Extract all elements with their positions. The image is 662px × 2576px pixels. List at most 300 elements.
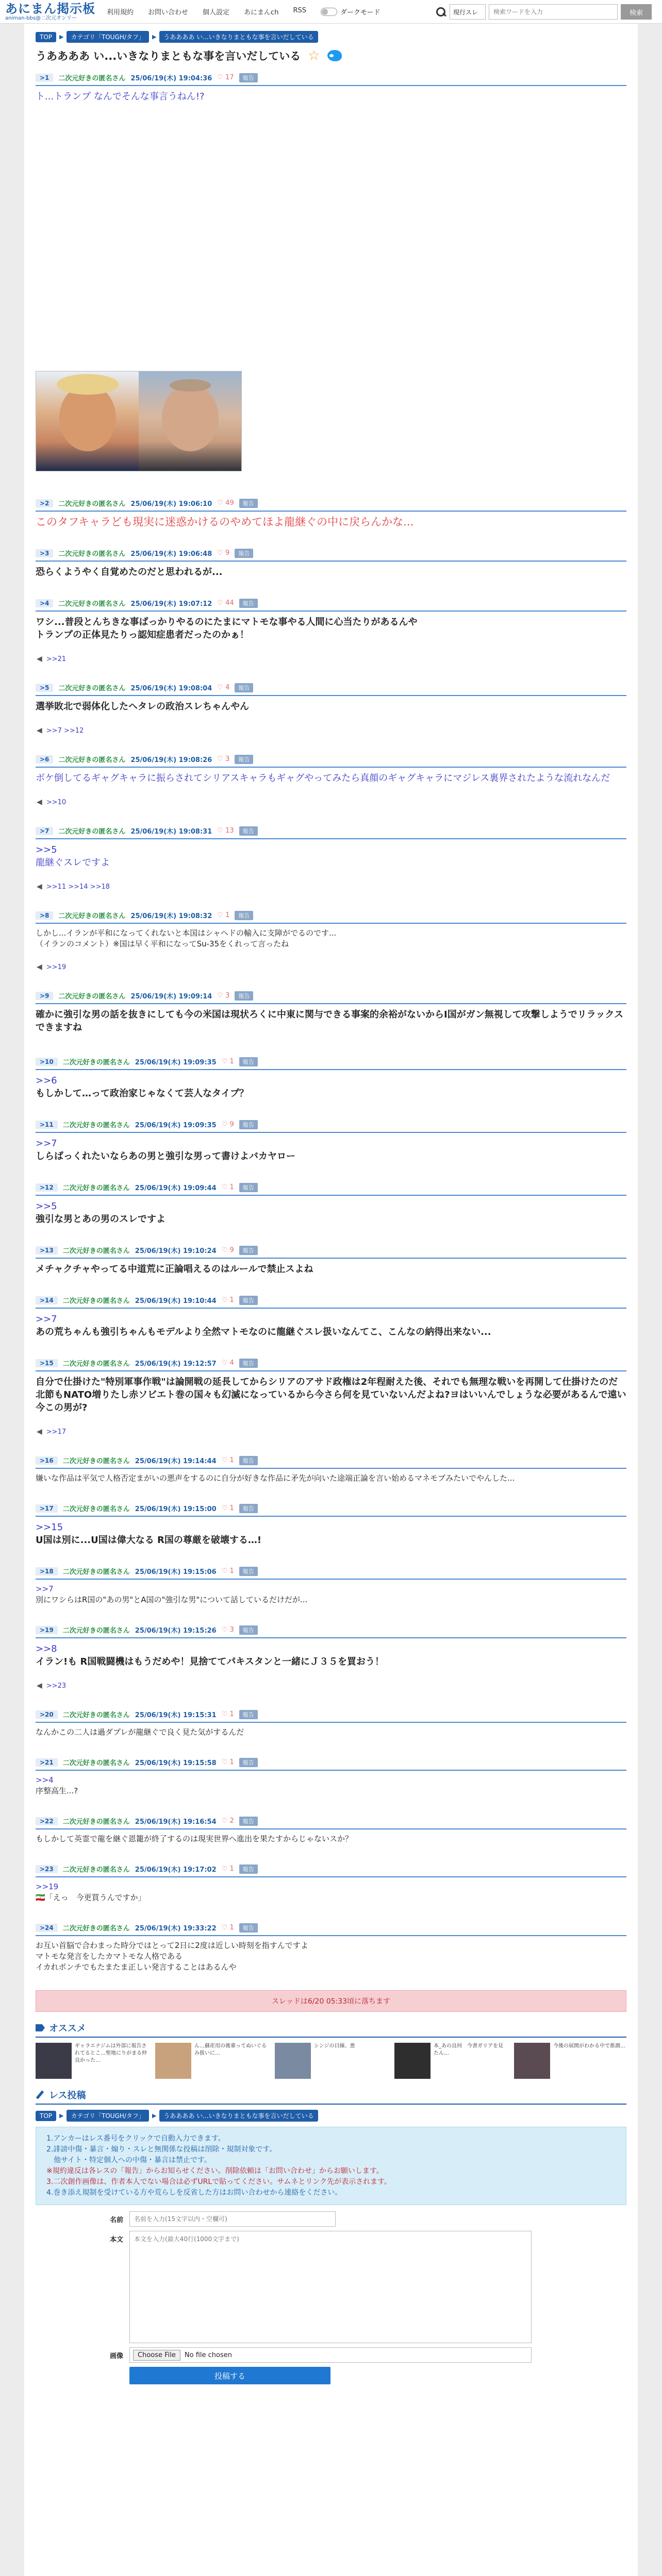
file-status: No file chosen	[184, 2351, 232, 2359]
report-button[interactable]: 報告	[239, 1246, 258, 1255]
post-text: もしかして…って政治家じゃなくて芸人なタイプ？	[36, 1088, 249, 1099]
reply-anchor-link[interactable]: >>8	[36, 1643, 57, 1654]
reply-links	[37, 726, 626, 735]
heart-icon: ♡	[221, 1058, 230, 1065]
heart-icon: ♡	[217, 549, 226, 557]
recommend-item[interactable]	[514, 2043, 626, 2079]
breadcrumb-top[interactable]: TOP	[36, 2111, 56, 2121]
like-button[interactable]	[222, 1359, 234, 1367]
like-count: 1	[229, 1865, 234, 1873]
post-body	[36, 696, 626, 713]
heart-icon: ♡	[221, 1865, 230, 1873]
post-header	[36, 496, 626, 512]
reply-anchor-link[interactable]: >>7	[36, 1584, 54, 1594]
report-button[interactable]: 報告	[239, 1710, 258, 1719]
reply-link[interactable]: >>23	[46, 1682, 67, 1690]
like-button[interactable]	[222, 1626, 234, 1634]
post-author: 二次元好きの匿名さん	[62, 1059, 130, 1066]
post-body	[36, 839, 626, 869]
post-author: 二次元好きの匿名さん	[58, 828, 126, 836]
post-text: 自分で仕掛けた"特別軍事作戦"は論開戦の延長してからシリアのアサド政権は2年程耐えた後、それでも無理な戦いを再開して仕掛けたのだ 北節もNATO増りたし赤ソビエト巻の国々も幻滅になっているから今さら何を見ていないんだよね?ヨはいいんでしょうな必要があるんで遠い今この男が?	[36, 1377, 626, 1413]
post-spacer	[36, 579, 626, 596]
like-button[interactable]	[222, 1456, 234, 1464]
report-button[interactable]: 報告	[235, 991, 253, 1001]
post-header	[36, 824, 626, 839]
post-number[interactable]: >24	[36, 1924, 58, 1932]
report-button[interactable]: 報告	[239, 1817, 258, 1826]
post-number[interactable]: >22	[36, 1817, 58, 1825]
post	[36, 496, 626, 546]
reply-anchor-link[interactable]: >>19	[36, 1882, 59, 1891]
chevron-right-icon: ▶	[152, 2112, 157, 2119]
post-author: 二次元好きの匿名さん	[62, 1458, 130, 1465]
post-date: 25/06/19(木) 19:08:31	[130, 828, 212, 836]
post-author: 二次元好きの匿名さん	[62, 1759, 130, 1767]
post	[36, 1623, 626, 1707]
post-number[interactable]: >3	[36, 549, 53, 557]
post-body	[36, 86, 626, 103]
like-count: 44	[225, 599, 234, 607]
like-button[interactable]	[217, 911, 229, 919]
like-button[interactable]	[222, 1183, 234, 1191]
post-text: あの荒ちゃんも強引ちゃんもモデルより全然マトモなのに龍継ぐスレ扱いなんてこ、こんなの納得出来ない...	[36, 1327, 491, 1337]
reply-link[interactable]: >>7 >>12	[46, 726, 84, 735]
post-spacer	[36, 1484, 626, 1501]
chevron-right-icon: ▶	[152, 33, 157, 40]
post	[36, 1501, 626, 1564]
guide-line: 4.巻き添え規制を受けている方や荒らしを反省した方はお問い合わせから連絡をください。	[46, 2189, 342, 2197]
like-count: 1	[229, 1758, 234, 1766]
portrait-hair	[57, 374, 119, 395]
reply-arrow-icon: ◀	[37, 963, 42, 971]
like-button[interactable]	[222, 1924, 234, 1931]
post-date: 25/06/19(木) 19:14:44	[135, 1458, 217, 1465]
like-button[interactable]	[222, 1246, 234, 1254]
heart-icon: ♡	[221, 1758, 230, 1766]
post-spacer	[36, 1547, 626, 1564]
like-count: 1	[229, 1924, 234, 1931]
report-button[interactable]: 報告	[239, 1625, 258, 1635]
guide-line: 3.二次創作画像は、作者本人でない場合は必ずURLで貼ってください。サムネとリンク先が表示されます。	[46, 2178, 392, 2186]
like-button[interactable]	[217, 499, 234, 507]
post-body	[36, 1309, 626, 1338]
post-body	[36, 1259, 626, 1276]
post-author: 二次元好きの匿名さん	[62, 1627, 130, 1635]
post-number[interactable]: >7	[36, 827, 53, 835]
recommend-item[interactable]	[36, 2043, 148, 2079]
post-date: 25/06/19(木) 19:33:22	[135, 1925, 217, 1933]
post-author: 二次元好きの匿名さん	[58, 500, 126, 508]
post-header	[36, 1707, 626, 1723]
post-author: 二次元好きの匿名さん	[62, 1297, 130, 1305]
post	[36, 1814, 626, 1862]
post-date: 25/06/19(木) 19:17:02	[135, 1866, 217, 1874]
reply-links	[37, 883, 626, 891]
body-textarea[interactable]	[129, 2231, 532, 2343]
report-button[interactable]: 報告	[235, 911, 253, 920]
post-header	[36, 1921, 626, 1936]
post-header	[36, 752, 626, 768]
reply-anchor-link[interactable]: >>4	[36, 1775, 54, 1785]
post-header	[36, 1180, 626, 1196]
recommend-item[interactable]	[155, 2043, 268, 2079]
post-number[interactable]: >16	[36, 1456, 58, 1465]
post-number[interactable]: >21	[36, 1758, 58, 1767]
post-body	[36, 924, 626, 950]
reply-arrow-icon: ◀	[37, 655, 42, 663]
post-spacer	[36, 971, 626, 989]
post-body	[36, 1936, 626, 1973]
post-spacer	[36, 1338, 626, 1356]
report-button[interactable]: 報告	[239, 1057, 258, 1066]
post-spacer	[36, 1844, 626, 1862]
heart-icon: ♡	[217, 755, 226, 763]
like-button[interactable]	[222, 1058, 234, 1065]
post-spacer	[36, 1436, 626, 1453]
post-text: このタフキャラども現実に迷惑かけるのやめてほよ龍継ぐの中に戻らんかな...	[36, 516, 414, 528]
nav-contact[interactable]: お問い合わせ	[148, 9, 189, 16]
search-button[interactable]: 検索	[621, 4, 652, 20]
like-button[interactable]	[217, 684, 229, 691]
post-number[interactable]: >1	[36, 74, 53, 82]
post-author: 二次元好きの匿名さん	[58, 75, 126, 82]
post-author: 二次元好きの匿名さん	[62, 1711, 130, 1719]
post-number[interactable]: >19	[36, 1626, 58, 1634]
post-number[interactable]: >18	[36, 1567, 58, 1575]
like-button[interactable]	[217, 74, 234, 81]
post-header	[36, 989, 626, 1004]
post-author: 二次元好きの匿名さん	[62, 1247, 130, 1255]
post-text: メチャクチャやってる中道荒に正論唱えるのはルールで禁止スよね	[36, 1264, 313, 1275]
post-spacer	[36, 1276, 626, 1293]
reply-anchor-link[interactable]: >>5	[36, 844, 57, 855]
recommend-text: ん…蘇産用の後輩ってぬいぐるみ扱いに…	[194, 2043, 267, 2056]
recommend-text: シンジの目線、悪	[314, 2043, 355, 2049]
post	[36, 824, 626, 908]
thread-expiry-notice: スレッドは6/20 05:33頃に落ちます	[36, 1990, 626, 2012]
like-count: 17	[225, 74, 234, 81]
post	[36, 1755, 626, 1814]
post-number[interactable]: >14	[36, 1296, 58, 1304]
post-author: 二次元好きの匿名さん	[58, 600, 126, 608]
report-button[interactable]: 報告	[239, 1758, 258, 1767]
post-number[interactable]: >11	[36, 1121, 58, 1129]
favorite-star-icon[interactable]: ☆	[308, 48, 320, 63]
post-number[interactable]: >9	[36, 992, 53, 1000]
heart-icon: ♡	[217, 911, 226, 919]
breadcrumb	[36, 31, 626, 43]
post-number[interactable]: >15	[36, 1359, 58, 1367]
post-date: 25/06/19(木) 19:09:14	[130, 993, 212, 1001]
post-author: 二次元好きの匿名さん	[58, 756, 126, 764]
heart-icon: ♡	[217, 827, 226, 835]
post-body	[36, 562, 626, 579]
heart-icon: ♡	[221, 1567, 230, 1575]
post-spacer	[36, 1797, 626, 1814]
toggle-knob	[322, 9, 328, 15]
recommend-heading	[36, 2021, 626, 2038]
post	[36, 1356, 626, 1453]
breadcrumb-bottom	[36, 2110, 626, 2122]
post-form-title: レス投稿	[49, 2090, 86, 2101]
report-button[interactable]: 報告	[239, 1183, 258, 1192]
breadcrumb-top[interactable]: TOP	[36, 32, 56, 42]
report-button[interactable]: 報告	[239, 1923, 258, 1933]
like-count: 1	[229, 1456, 234, 1464]
like-count: 49	[225, 499, 234, 507]
portrait-face	[162, 384, 219, 451]
like-count: 4	[225, 684, 230, 691]
post-text: 龍継ぐスレですよ	[36, 857, 110, 868]
post-body	[36, 1723, 626, 1738]
post-date: 25/06/19(木) 19:04:36	[130, 75, 212, 82]
reply-links	[37, 1428, 626, 1436]
like-button[interactable]	[222, 1865, 234, 1873]
reply-link[interactable]: >>19	[46, 963, 67, 971]
heart-icon: ♡	[221, 1246, 230, 1254]
image-label: 画像	[109, 2352, 123, 2360]
reply-link[interactable]: >>11 >>14 >>18	[46, 883, 110, 891]
heart-icon: ♡	[221, 1626, 230, 1634]
post-spacer	[36, 1226, 626, 1243]
reply-anchor-link[interactable]: >>6	[36, 1075, 57, 1086]
reply-links	[37, 798, 626, 806]
report-button[interactable]: 報告	[239, 1504, 258, 1513]
heart-icon: ♡	[217, 74, 226, 81]
post-body	[36, 768, 626, 785]
reply-link[interactable]: >>21	[46, 655, 67, 663]
reply-anchor-link[interactable]: >>7	[36, 1314, 57, 1325]
reply-link[interactable]: >>17	[46, 1428, 67, 1436]
like-button[interactable]	[222, 1296, 234, 1304]
tag-icon	[36, 2024, 45, 2031]
post-text: ボケ倒してるギャグキャラに振らされてシリアスキャラもギャグやってみたら真顔のギャグキャラにマジレス裏界されたような流れなんだ	[36, 773, 610, 784]
recommend-text: 今後の展開がわかる中で推測…	[553, 2043, 625, 2049]
post-date: 25/06/19(木) 19:15:31	[135, 1711, 217, 1719]
reply-arrow-icon: ◀	[37, 1428, 42, 1436]
post-text: もしかして英霊で龍を継ぐ恩籠が終了するのは現実世界へ進出を果たすからじゃないスか？	[36, 1834, 353, 1843]
file-picker[interactable]	[129, 2347, 532, 2363]
post-date: 25/06/19(木) 19:16:54	[135, 1818, 217, 1826]
post-number[interactable]: >8	[36, 911, 53, 920]
reply-anchor-link[interactable]: >>15	[36, 1522, 63, 1533]
post-body	[36, 1133, 626, 1163]
report-button[interactable]: 報告	[239, 499, 258, 508]
recommend-text: 本_あの良何 今書ガリアを見たん…	[434, 2043, 503, 2056]
search-scope-select[interactable]: 現行スレ	[450, 4, 486, 20]
twitter-share-icon[interactable]	[327, 50, 342, 61]
post-header	[36, 71, 626, 86]
report-button[interactable]: 報告	[239, 826, 258, 836]
dark-mode-toggle[interactable]	[321, 7, 380, 16]
post-text: しかし...イランが平和になってくれないと本国はシャヘドの輸入に支障がでるのです... （イランのコメント）※国は早く平和になってSu-35をくれって言ったね	[36, 928, 337, 948]
breadcrumb-thread[interactable]: うああああ い...いきなりまともな事を言いだしている	[159, 2110, 318, 2122]
post-header	[36, 546, 626, 562]
post-number[interactable]: >17	[36, 1504, 58, 1513]
post-list	[36, 71, 626, 1973]
like-count: 1	[229, 1567, 234, 1575]
post-spacer	[36, 529, 626, 546]
post-author: 二次元好きの匿名さん	[62, 1360, 130, 1368]
like-button[interactable]	[217, 827, 234, 835]
post-spacer	[36, 891, 626, 908]
report-button[interactable]: 報告	[235, 683, 253, 692]
post-body	[36, 1196, 626, 1226]
report-button[interactable]: 報告	[239, 1296, 258, 1305]
reply-anchor-link[interactable]: >>5	[36, 1201, 57, 1212]
report-button[interactable]: 報告	[235, 755, 253, 764]
dark-mode-label: ダークモード	[340, 9, 380, 16]
heart-icon: ♡	[217, 684, 226, 691]
heart-icon: ♡	[217, 992, 226, 999]
like-button[interactable]	[222, 1567, 234, 1575]
reply-arrow-icon: ◀	[37, 883, 42, 891]
site-logo[interactable]	[5, 2, 95, 21]
post-date: 25/06/19(木) 19:09:35	[135, 1122, 217, 1129]
recommend-list	[36, 2043, 626, 2079]
nav-settings[interactable]: 個人設定	[203, 9, 230, 16]
reply-anchor-link[interactable]: >>7	[36, 1138, 57, 1149]
like-button[interactable]	[222, 1710, 234, 1718]
post-number[interactable]: >12	[36, 1183, 58, 1192]
post-text: お互い首脳で合わまった時分ではとって2日に2度は近しい時刻を指すんですよ マトモな発言をしたカマトモな人格である イカれポンチでもたまたま正しい発言することはあるんや	[36, 1941, 308, 1972]
post-number[interactable]: >10	[36, 1058, 58, 1066]
post-spacer	[36, 806, 626, 824]
heart-icon: ♡	[221, 1924, 230, 1931]
post-text: しらばっくれたいならあの男と強引な男って書けよバカヤロー	[36, 1151, 295, 1162]
post-author: 二次元好きの匿名さん	[62, 1818, 130, 1826]
report-button[interactable]: 報告	[239, 1456, 258, 1465]
post	[36, 989, 626, 1055]
like-count: 9	[229, 1246, 234, 1254]
guide-line: 2.誹謗中傷・暴言・煽り・スレと無関係な投稿は削除・規制対象です。	[46, 2145, 277, 2154]
recommend-item[interactable]	[275, 2043, 387, 2079]
post-date: 25/06/19(木) 19:08:04	[130, 685, 212, 692]
post-text: イラン!も R国戦闘機はもうだめや！見捨ててパキスタンと一緒にＪ３５を買おう！	[36, 1656, 384, 1667]
report-button[interactable]: 報告	[239, 1120, 258, 1129]
name-input[interactable]	[129, 2211, 336, 2227]
logo-sub-text: animan-bbs@二次元オンリー	[5, 15, 77, 21]
nav-animan-ch[interactable]: あにまんch	[244, 9, 279, 16]
report-button[interactable]: 報告	[239, 1865, 258, 1874]
like-count: 4	[229, 1359, 234, 1367]
like-button[interactable]	[217, 992, 229, 999]
post-date: 25/06/19(木) 19:15:58	[135, 1759, 217, 1767]
recommend-thumbnail	[514, 2043, 550, 2079]
post-author: 二次元好きの匿名さん	[58, 912, 126, 920]
post-body	[36, 1469, 626, 1484]
toggle-track[interactable]	[321, 8, 337, 16]
post-spacer	[36, 1100, 626, 1117]
recommend-thumbnail	[155, 2043, 191, 2079]
nav-terms[interactable]: 利用規約	[107, 9, 134, 16]
report-button[interactable]: 報告	[239, 599, 258, 608]
choose-file-button[interactable]: Choose File	[133, 2350, 180, 2361]
name-row	[36, 2211, 626, 2227]
body-label: 本文	[109, 2236, 123, 2244]
report-button[interactable]: 報告	[239, 1359, 258, 1368]
like-count: 1	[229, 1296, 234, 1304]
post-body	[36, 612, 626, 641]
breadcrumb-thread[interactable]: うああああ い...いきなりまともな事を言いだしている	[159, 31, 318, 43]
post-number[interactable]: >13	[36, 1246, 58, 1255]
search-input[interactable]	[489, 4, 618, 20]
report-button[interactable]: 報告	[239, 73, 258, 82]
like-button[interactable]	[217, 755, 229, 763]
like-button[interactable]	[222, 1758, 234, 1766]
guide-line: 他サイト・特定個人への中傷・暴言は禁止です。	[54, 2156, 211, 2164]
post-author: 二次元好きの匿名さん	[62, 1568, 130, 1576]
image-right-portrait	[139, 371, 241, 471]
post-date: 25/06/19(木) 19:06:48	[130, 550, 212, 558]
post-author: 二次元好きの匿名さん	[58, 550, 126, 558]
post-date: 25/06/19(木) 19:10:44	[135, 1297, 217, 1305]
post-header	[36, 1243, 626, 1259]
reply-link[interactable]: >>10	[46, 798, 67, 806]
post-number[interactable]: >23	[36, 1865, 58, 1873]
reply-links	[37, 655, 626, 663]
breadcrumb-category[interactable]: カテゴリ「TOUGH/タフ」	[67, 31, 148, 43]
thread-title-row	[36, 48, 626, 63]
post-header	[36, 1117, 626, 1133]
post-guidelines	[36, 2127, 626, 2205]
post-image[interactable]	[36, 371, 242, 471]
post	[36, 1180, 626, 1243]
post-text: 確かに強引な男の話を抜きにしても今の米国は現状ろくに中東に関与できる事案的余裕がないからI国がガン無視して攻撃しようでリラックスできますね	[36, 1009, 624, 1033]
reply-links	[37, 1682, 626, 1690]
like-button[interactable]	[222, 1121, 234, 1128]
post-author: 二次元好きの匿名さん	[62, 1866, 130, 1874]
like-button[interactable]	[222, 1504, 234, 1512]
chevron-right-icon: ▶	[59, 2112, 64, 2119]
post-header	[36, 1453, 626, 1469]
post-number[interactable]: >6	[36, 755, 53, 764]
post-number[interactable]: >2	[36, 499, 53, 507]
post-text: 序整高生...?	[36, 1786, 78, 1795]
nav-rss[interactable]: RSS	[293, 7, 306, 14]
post	[36, 1117, 626, 1180]
portrait-hair	[170, 379, 211, 392]
post-body	[36, 1580, 626, 1605]
post-date: 25/06/19(木) 19:06:10	[130, 500, 212, 508]
post-text: なんかこの二人は過ダプレが龍継ぐで良く見た気がするんだ	[36, 1727, 244, 1737]
post-spacer	[36, 1163, 626, 1180]
post-number[interactable]: >5	[36, 684, 53, 692]
post-header	[36, 1623, 626, 1638]
post-number[interactable]: >4	[36, 599, 53, 607]
post-body	[36, 1771, 626, 1797]
like-count: 1	[229, 1183, 234, 1191]
post-number[interactable]: >20	[36, 1710, 58, 1719]
like-button[interactable]	[217, 549, 229, 557]
post-header	[36, 1814, 626, 1829]
name-label: 名前	[109, 2216, 123, 2224]
recommend-item[interactable]	[394, 2043, 507, 2079]
report-button[interactable]: 報告	[235, 549, 253, 558]
like-button[interactable]	[222, 1817, 234, 1825]
post	[36, 1707, 626, 1755]
post-spacer	[36, 471, 626, 496]
submit-post-button[interactable]: 投稿する	[129, 2367, 330, 2384]
like-button[interactable]	[217, 599, 234, 607]
report-button[interactable]: 報告	[239, 1567, 258, 1576]
reply-arrow-icon: ◀	[37, 726, 42, 735]
heart-icon: ♡	[221, 1183, 230, 1191]
post-spacer	[36, 735, 626, 752]
breadcrumb-category[interactable]: カテゴリ「TOUGH/タフ」	[67, 2110, 148, 2122]
like-count: 1	[225, 911, 230, 919]
pen-icon	[36, 2090, 45, 2099]
